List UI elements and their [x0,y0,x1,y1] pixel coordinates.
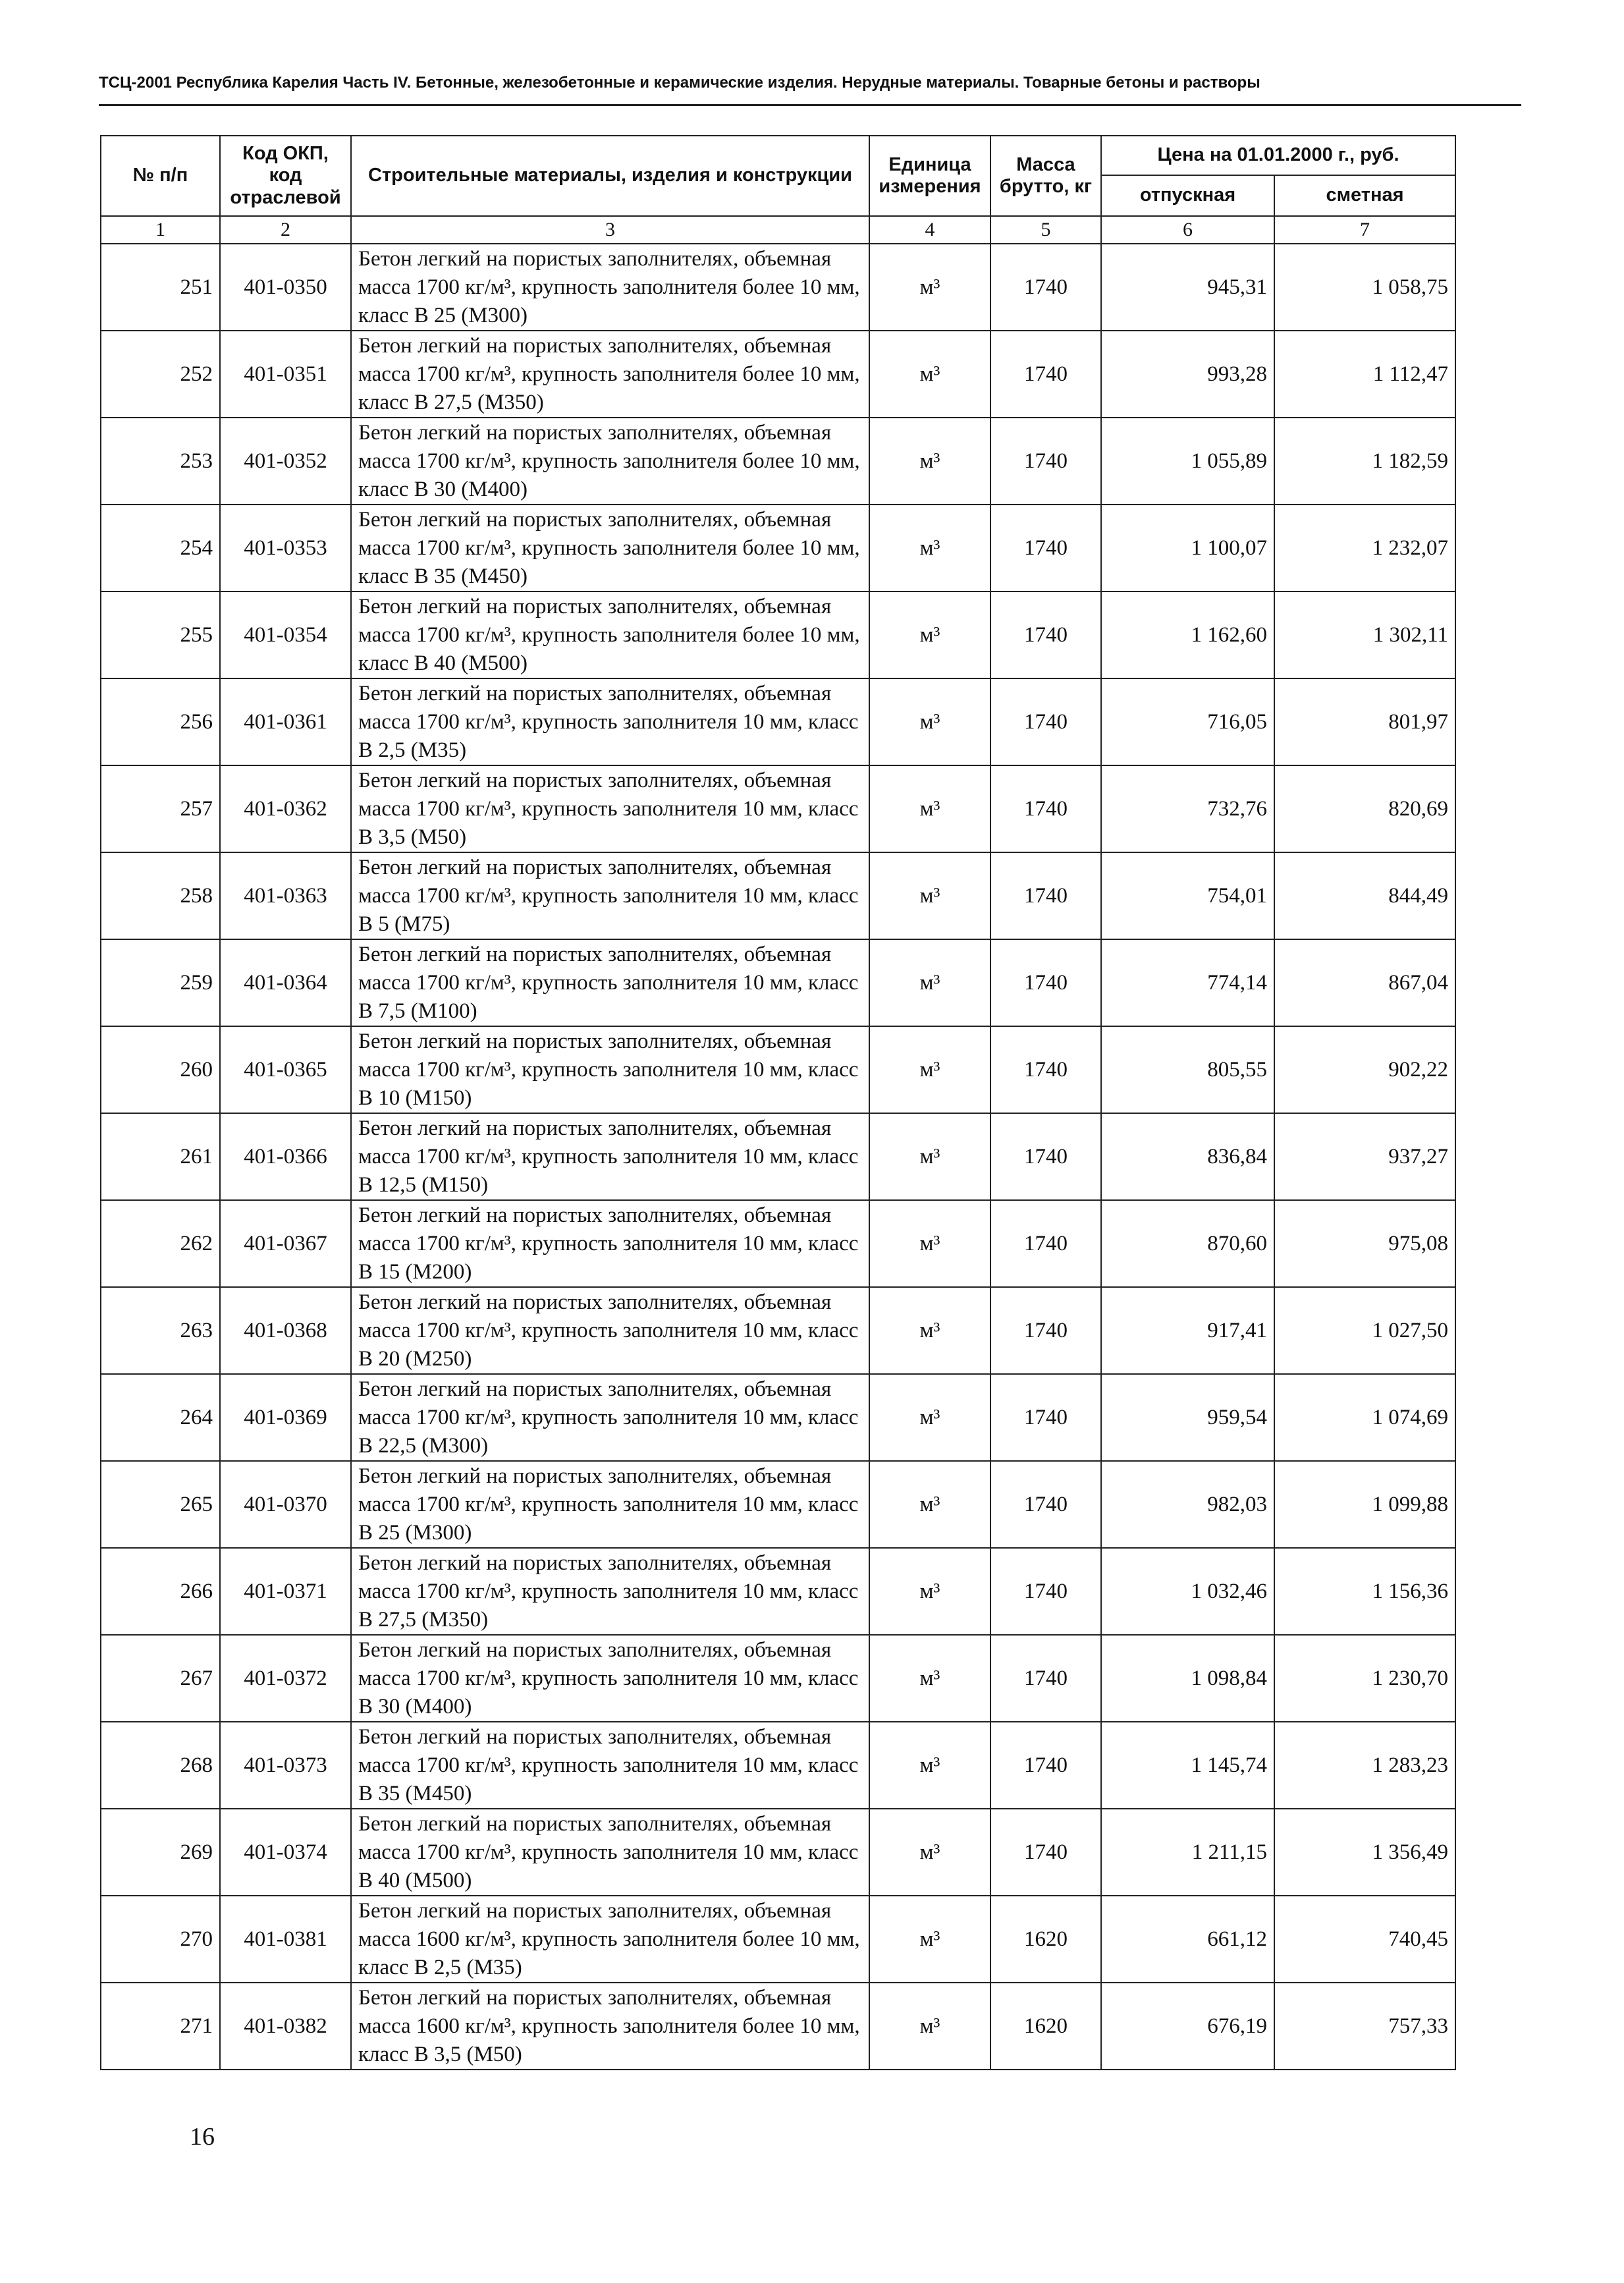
okp-code-cell: 401-0351 [220,331,351,418]
okp-code-cell: 401-0363 [220,852,351,939]
table-row [101,1287,1455,1374]
gross-mass-cell: 1740 [990,1548,1101,1635]
okp-code-cell: 401-0374 [220,1809,351,1896]
estimate-price-cell: 1 156,36 [1274,1548,1455,1635]
unit-cell: м³ [869,1287,990,1374]
unit-cell: м³ [869,678,990,765]
column-number-row [101,216,1455,244]
price-table [100,135,1456,2070]
gross-mass-cell: 1740 [990,591,1101,678]
material-description-cell: Бетон легкий на пористых заполнителях, объемная масса 1700 кг/м³, крупность заполнителя 10 мм, класс В 15 (М200) [351,1200,869,1287]
okp-code-cell: 401-0366 [220,1113,351,1200]
okp-code-cell: 401-0365 [220,1026,351,1113]
okp-code-cell: 401-0381 [220,1896,351,1983]
table-row [101,331,1455,418]
row-number-cell: 260 [101,1026,220,1113]
unit-cell: м³ [869,765,990,852]
okp-code-cell: 401-0353 [220,505,351,591]
column-number: 1 [101,216,220,244]
release-price-cell: 805,55 [1101,1026,1274,1113]
table-row [101,1809,1455,1896]
gross-mass-cell: 1740 [990,765,1101,852]
unit-cell: м³ [869,1983,990,2070]
column-number: 3 [351,216,869,244]
row-number-cell: 252 [101,331,220,418]
row-number-cell: 257 [101,765,220,852]
col-header-price-estimate: сметная [1274,175,1455,216]
release-price-cell: 1 211,15 [1101,1809,1274,1896]
estimate-price-cell: 1 232,07 [1274,505,1455,591]
release-price-cell: 676,19 [1101,1983,1274,2070]
estimate-price-cell: 1 302,11 [1274,591,1455,678]
row-number-cell: 253 [101,418,220,505]
material-description-cell: Бетон легкий на пористых заполнителях, объемная масса 1700 кг/м³, крупность заполнителя более 10 мм, класс В 27,5 (М350) [351,331,869,418]
gross-mass-cell: 1740 [990,852,1101,939]
column-number: 6 [1101,216,1274,244]
estimate-price-cell: 1 099,88 [1274,1461,1455,1548]
okp-code-cell: 401-0369 [220,1374,351,1461]
row-number-cell: 264 [101,1374,220,1461]
row-number-cell: 267 [101,1635,220,1722]
row-number-cell: 269 [101,1809,220,1896]
unit-cell: м³ [869,1809,990,1896]
unit-cell: м³ [869,1026,990,1113]
estimate-price-cell: 844,49 [1274,852,1455,939]
table-row [101,678,1455,765]
estimate-price-cell: 975,08 [1274,1200,1455,1287]
material-description-cell: Бетон легкий на пористых заполнителях, объемная масса 1700 кг/м³, крупность заполнителя 10 мм, класс В 7,5 (М100) [351,939,869,1026]
okp-code-cell: 401-0354 [220,591,351,678]
release-price-cell: 716,05 [1101,678,1274,765]
table-header [101,136,1455,216]
estimate-price-cell: 1 356,49 [1274,1809,1455,1896]
column-number: 2 [220,216,351,244]
estimate-price-cell: 757,33 [1274,1983,1455,2070]
estimate-price-cell: 740,45 [1274,1896,1455,1983]
estimate-price-cell: 1 230,70 [1274,1635,1455,1722]
col-header-unit: Единица измерения [869,136,990,216]
gross-mass-cell: 1740 [990,505,1101,591]
okp-code-cell: 401-0367 [220,1200,351,1287]
row-number-cell: 265 [101,1461,220,1548]
okp-code-cell: 401-0368 [220,1287,351,1374]
material-description-cell: Бетон легкий на пористых заполнителях, объемная масса 1700 кг/м³, крупность заполнителя 10 мм, класс В 10 (М150) [351,1026,869,1113]
row-number-cell: 268 [101,1722,220,1809]
col-header-num: № п/п [101,136,220,216]
gross-mass-cell: 1740 [990,1200,1101,1287]
unit-cell: м³ [869,244,990,331]
unit-cell: м³ [869,1374,990,1461]
release-price-cell: 1 162,60 [1101,591,1274,678]
material-description-cell: Бетон легкий на пористых заполнителях, объемная масса 1700 кг/м³, крупность заполнителя 10 мм, класс В 25 (М300) [351,1461,869,1548]
table-row [101,1548,1455,1635]
okp-code-cell: 401-0371 [220,1548,351,1635]
release-price-cell: 732,76 [1101,765,1274,852]
table-row [101,1983,1455,2070]
release-price-cell: 1 032,46 [1101,1548,1274,1635]
gross-mass-cell: 1740 [990,939,1101,1026]
okp-code-cell: 401-0372 [220,1635,351,1722]
table-row [101,765,1455,852]
release-price-cell: 959,54 [1101,1374,1274,1461]
release-price-cell: 982,03 [1101,1461,1274,1548]
gross-mass-cell: 1740 [990,1461,1101,1548]
column-number: 7 [1274,216,1455,244]
material-description-cell: Бетон легкий на пористых заполнителях, объемная масса 1700 кг/м³, крупность заполнителя 10 мм, класс В 12,5 (М150) [351,1113,869,1200]
row-number-cell: 258 [101,852,220,939]
material-description-cell: Бетон легкий на пористых заполнителях, объемная масса 1700 кг/м³, крупность заполнителя 10 мм, класс В 5 (М75) [351,852,869,939]
table-row [101,1635,1455,1722]
column-number: 4 [869,216,990,244]
row-number-cell: 271 [101,1983,220,2070]
estimate-price-cell: 1 283,23 [1274,1722,1455,1809]
release-price-cell: 917,41 [1101,1287,1274,1374]
material-description-cell: Бетон легкий на пористых заполнителях, объемная масса 1700 кг/м³, крупность заполнителя более 10 мм, класс В 40 (М500) [351,591,869,678]
table-row [101,418,1455,505]
col-header-name: Строительные материалы, изделия и конструкции [351,136,869,216]
estimate-price-cell: 1 058,75 [1274,244,1455,331]
row-number-cell: 254 [101,505,220,591]
estimate-price-cell: 820,69 [1274,765,1455,852]
release-price-cell: 661,12 [1101,1896,1274,1983]
estimate-price-cell: 867,04 [1274,939,1455,1026]
unit-cell: м³ [869,1548,990,1635]
column-number: 5 [990,216,1101,244]
gross-mass-cell: 1740 [990,1722,1101,1809]
col-header-code: Код ОКП, код отраслевой [220,136,351,216]
okp-code-cell: 401-0352 [220,418,351,505]
table-row [101,591,1455,678]
okp-code-cell: 401-0370 [220,1461,351,1548]
row-number-cell: 259 [101,939,220,1026]
unit-cell: м³ [869,591,990,678]
table-row [101,1722,1455,1809]
unit-cell: м³ [869,1722,990,1809]
unit-cell: м³ [869,1896,990,1983]
material-description-cell: Бетон легкий на пористых заполнителях, объемная масса 1700 кг/м³, крупность заполнителя более 10 мм, класс В 35 (М450) [351,505,869,591]
material-description-cell: Бетон легкий на пористых заполнителях, объемная масса 1600 кг/м³, крупность заполнителя более 10 мм, класс В 3,5 (М50) [351,1983,869,2070]
gross-mass-cell: 1740 [990,1809,1101,1896]
unit-cell: м³ [869,1635,990,1722]
page-number: 16 [190,2123,215,2151]
estimate-price-cell: 801,97 [1274,678,1455,765]
material-description-cell: Бетон легкий на пористых заполнителях, объемная масса 1700 кг/м³, крупность заполнителя более 10 мм, класс В 30 (М400) [351,418,869,505]
okp-code-cell: 401-0362 [220,765,351,852]
gross-mass-cell: 1740 [990,244,1101,331]
gross-mass-cell: 1620 [990,1896,1101,1983]
material-description-cell: Бетон легкий на пористых заполнителях, объемная масса 1700 кг/м³, крупность заполнителя 10 мм, класс В 40 (М500) [351,1809,869,1896]
gross-mass-cell: 1740 [990,331,1101,418]
row-number-cell: 255 [101,591,220,678]
estimate-price-cell: 1 182,59 [1274,418,1455,505]
material-description-cell: Бетон легкий на пористых заполнителях, объемная масса 1700 кг/м³, крупность заполнителя 10 мм, класс В 20 (М250) [351,1287,869,1374]
table-row [101,505,1455,591]
row-number-cell: 251 [101,244,220,331]
col-header-mass: Масса брутто, кг [990,136,1101,216]
release-price-cell: 1 100,07 [1101,505,1274,591]
row-number-cell: 256 [101,678,220,765]
row-number-cell: 266 [101,1548,220,1635]
table-row [101,939,1455,1026]
release-price-cell: 1 098,84 [1101,1635,1274,1722]
material-description-cell: Бетон легкий на пористых заполнителях, объемная масса 1700 кг/м³, крупность заполнителя 10 мм, класс В 22,5 (М300) [351,1374,869,1461]
row-number-cell: 262 [101,1200,220,1287]
release-price-cell: 870,60 [1101,1200,1274,1287]
estimate-price-cell: 1 074,69 [1274,1374,1455,1461]
estimate-price-cell: 937,27 [1274,1113,1455,1200]
row-number-cell: 263 [101,1287,220,1374]
okp-code-cell: 401-0373 [220,1722,351,1809]
estimate-price-cell: 1 027,50 [1274,1287,1455,1374]
estimate-price-cell: 1 112,47 [1274,331,1455,418]
release-price-cell: 754,01 [1101,852,1274,939]
running-header: ТСЦ-2001 Республика Карелия Часть IV. Бетонные, железобетонные и керамические изделия. Нерудные материалы. Товарные бетоны и растворы [99,74,1521,106]
release-price-cell: 1 145,74 [1101,1722,1274,1809]
gross-mass-cell: 1740 [990,1287,1101,1374]
material-description-cell: Бетон легкий на пористых заполнителях, объемная масса 1700 кг/м³, крупность заполнителя 10 мм, класс В 2,5 (М35) [351,678,869,765]
table-row [101,1461,1455,1548]
row-number-cell: 261 [101,1113,220,1200]
release-price-cell: 1 055,89 [1101,418,1274,505]
gross-mass-cell: 1740 [990,418,1101,505]
material-description-cell: Бетон легкий на пористых заполнителях, объемная масса 1700 кг/м³, крупность заполнителя более 10 мм, класс В 25 (М300) [351,244,869,331]
unit-cell: м³ [869,1113,990,1200]
table-row [101,1200,1455,1287]
material-description-cell: Бетон легкий на пористых заполнителях, объемная масса 1600 кг/м³, крупность заполнителя более 10 мм, класс В 2,5 (М35) [351,1896,869,1983]
release-price-cell: 993,28 [1101,331,1274,418]
okp-code-cell: 401-0382 [220,1983,351,2070]
table-row [101,1896,1455,1983]
okp-code-cell: 401-0364 [220,939,351,1026]
unit-cell: м³ [869,939,990,1026]
gross-mass-cell: 1740 [990,1026,1101,1113]
table-row [101,1026,1455,1113]
gross-mass-cell: 1740 [990,678,1101,765]
estimate-price-cell: 902,22 [1274,1026,1455,1113]
table-row [101,1113,1455,1200]
unit-cell: м³ [869,331,990,418]
unit-cell: м³ [869,852,990,939]
table-body [101,216,1455,2070]
release-price-cell: 945,31 [1101,244,1274,331]
okp-code-cell: 401-0350 [220,244,351,331]
col-header-price-group: Цена на 01.01.2000 г., руб. [1101,136,1455,175]
table-row [101,852,1455,939]
material-description-cell: Бетон легкий на пористых заполнителях, объемная масса 1700 кг/м³, крупность заполнителя 10 мм, класс В 30 (М400) [351,1635,869,1722]
unit-cell: м³ [869,1200,990,1287]
col-header-price-release: отпускная [1101,175,1274,216]
gross-mass-cell: 1740 [990,1374,1101,1461]
material-description-cell: Бетон легкий на пористых заполнителях, объемная масса 1700 кг/м³, крупность заполнителя 10 мм, класс В 3,5 (М50) [351,765,869,852]
material-description-cell: Бетон легкий на пористых заполнителях, объемная масса 1700 кг/м³, крупность заполнителя 10 мм, класс В 27,5 (М350) [351,1548,869,1635]
gross-mass-cell: 1740 [990,1635,1101,1722]
unit-cell: м³ [869,1461,990,1548]
material-description-cell: Бетон легкий на пористых заполнителях, объемная масса 1700 кг/м³, крупность заполнителя 10 мм, класс В 35 (М450) [351,1722,869,1809]
unit-cell: м³ [869,505,990,591]
table-row [101,1374,1455,1461]
unit-cell: м³ [869,418,990,505]
row-number-cell: 270 [101,1896,220,1983]
release-price-cell: 836,84 [1101,1113,1274,1200]
release-price-cell: 774,14 [1101,939,1274,1026]
gross-mass-cell: 1620 [990,1983,1101,2070]
okp-code-cell: 401-0361 [220,678,351,765]
table-row [101,244,1455,331]
gross-mass-cell: 1740 [990,1113,1101,1200]
